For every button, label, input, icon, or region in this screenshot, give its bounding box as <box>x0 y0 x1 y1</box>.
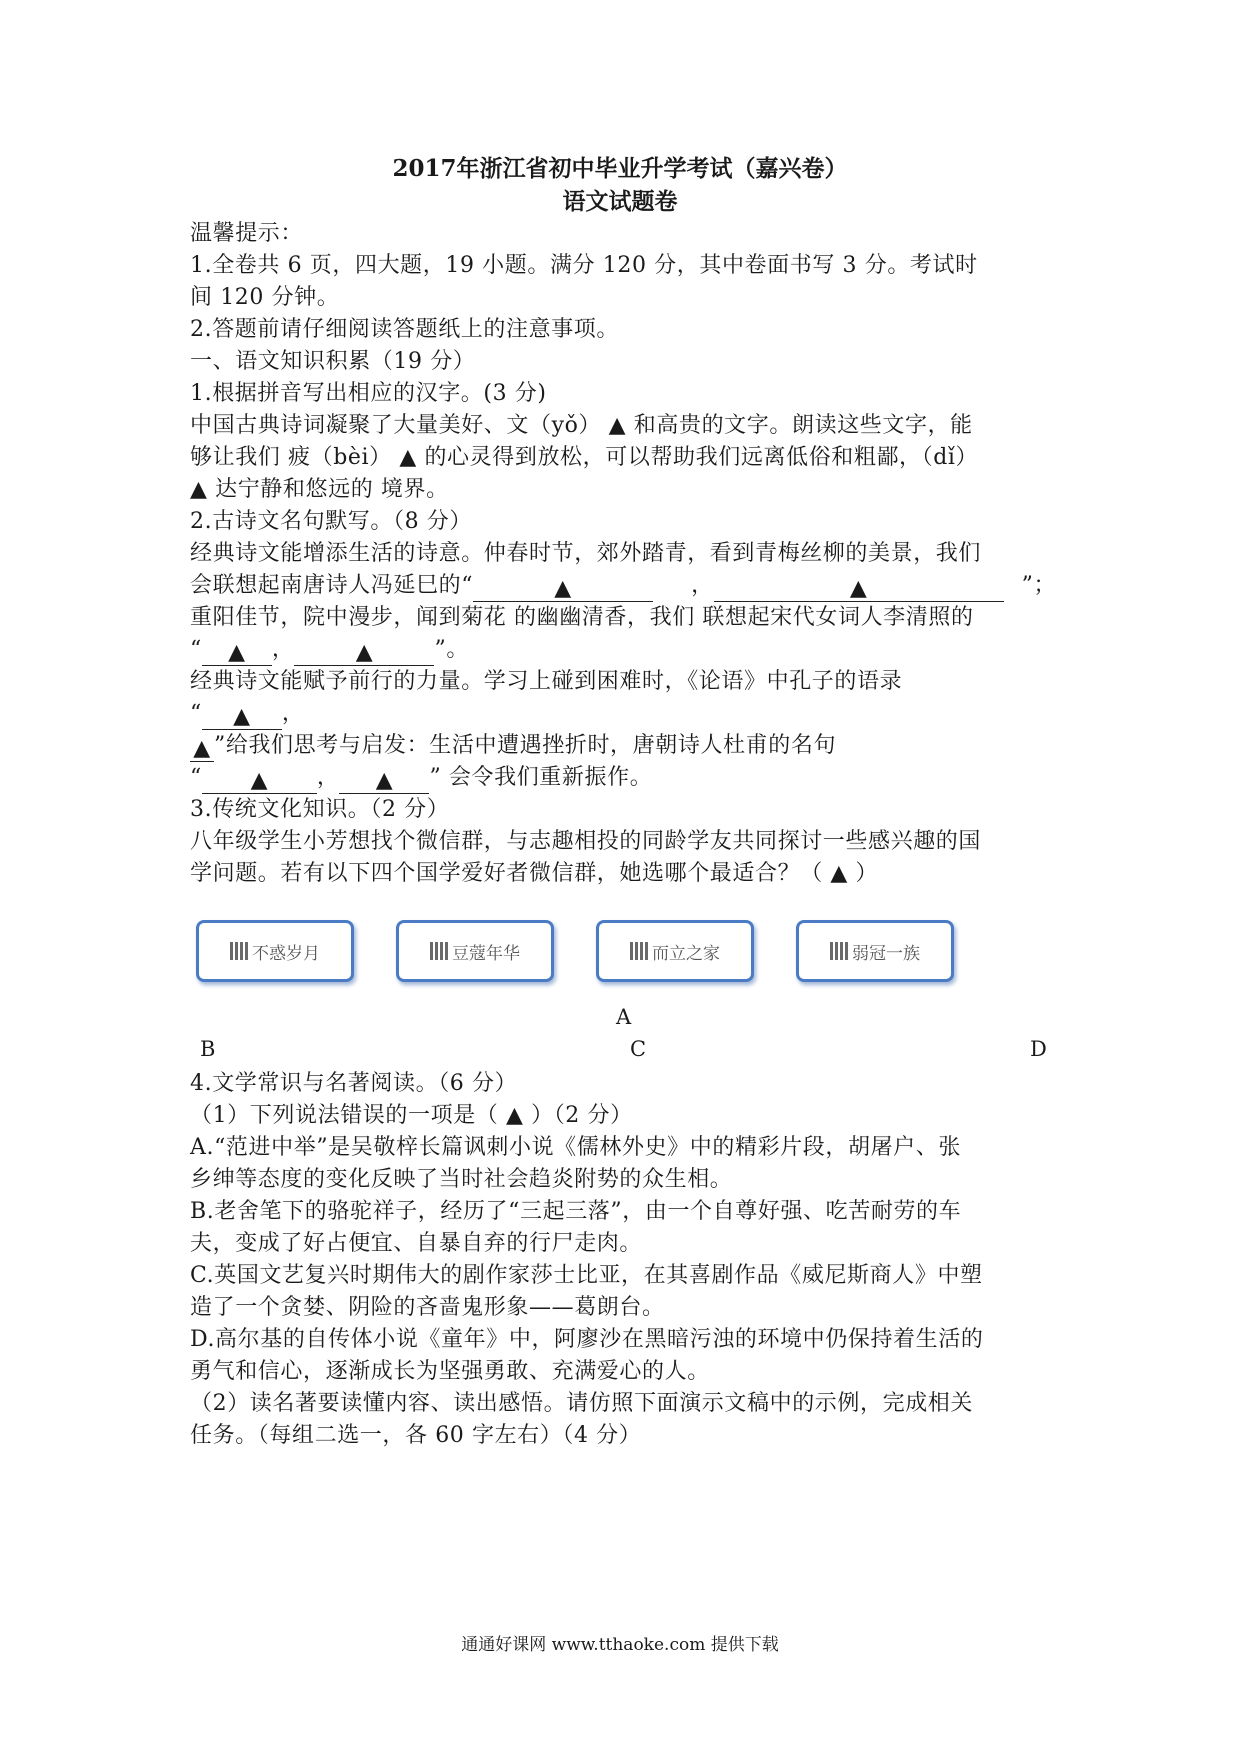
text-segment: “ <box>190 637 202 662</box>
option-chip-bu-huo[interactable] <box>196 920 354 982</box>
option-label: 豆蔻年华 <box>452 943 520 964</box>
text-segment: ， <box>271 637 295 662</box>
option-letter-d: D <box>1030 1037 1047 1061</box>
answer-blank[interactable] <box>202 701 282 730</box>
triangle-marker: ▲ <box>375 768 394 793</box>
section-heading: 一、语文知识积累（19 分） <box>190 349 476 374</box>
text-segment: ”给我们思考与启发：生活中遭遇挫折时，唐朝诗人杜甫的名句 <box>214 733 837 758</box>
text-line: 经典诗文能增添生活的诗意。仲春时节，郊外踏青，看到青梅丝柳的美景，我们 <box>190 541 982 566</box>
qr-code-icon <box>230 942 248 960</box>
qr-code-icon <box>430 942 448 960</box>
text-segment: ”。 <box>434 637 469 662</box>
text-line: 间 120 分钟。 <box>190 285 340 310</box>
qr-code-icon <box>830 942 848 960</box>
choice-d: D.高尔基的自传体小说《童年》中，阿廖沙在黑暗污浊的环境中仍保持着生活的 <box>190 1327 984 1352</box>
text-line: 2.答题前请仔细阅读答题纸上的注意事项。 <box>190 317 619 342</box>
page-footer: 通通好课网 www.tthaoke.com 提供下载 <box>461 1635 779 1655</box>
text-segment: ” 会令我们重新振作。 <box>429 765 653 790</box>
exam-subtitle: 语文试题卷 <box>562 188 678 215</box>
text-line: 八年级学生小芳想找个微信群，与志趣相投的同龄学友共同探讨一些感兴趣的国 <box>190 829 982 854</box>
triangle-marker: ▲ <box>193 736 211 761</box>
text-line: 夫，变成了好占便宜、自暴自弃的行尸走肉。 <box>190 1231 643 1256</box>
option-label: 弱冠一族 <box>852 943 920 964</box>
option-chip-ruo-guan[interactable] <box>796 920 954 982</box>
answer-blank[interactable] <box>294 637 434 666</box>
text-segment: ， <box>281 701 305 726</box>
text-line: 够让我们 疲（bèi） ▲ 的心灵得到放松，可以帮助我们远离低俗和粗鄙，（dǐ） <box>190 445 979 470</box>
text-line: 勇气和信心，逐渐成长为坚强勇敢、充满爱心的人。 <box>190 1359 710 1384</box>
text-line: 温馨提示： <box>190 221 304 246</box>
option-label: 而立之家 <box>652 943 720 964</box>
choice-a: A.“范进中举”是吴敬梓长篇讽刺小说《儒林外史》中的精彩片段，胡屠户、张 <box>190 1135 961 1160</box>
text-line: ▲ 达宁静和悠远的 境界。 <box>190 477 449 502</box>
answer-blank[interactable] <box>339 765 429 794</box>
text-line: 学问题。若有以下四个国学爱好者微信群，她选哪个最适合？（ ▲ ） <box>190 861 879 886</box>
fill-blank-line <box>190 730 1060 762</box>
qr-code-icon <box>630 942 648 960</box>
text-segment: ， <box>691 573 714 598</box>
fill-blank-line <box>190 634 1060 666</box>
text-segment: “ <box>190 765 202 790</box>
triangle-marker: ▲ <box>233 704 251 729</box>
exam-title: 2017年浙江省初中毕业升学考试（嘉兴卷） <box>392 155 848 182</box>
triangle-marker: ▲ <box>849 576 868 601</box>
text-segment: 会联想起南唐诗人冯延巳的“ <box>190 573 474 598</box>
answer-blank[interactable] <box>202 765 317 794</box>
triangle-marker: ▲ <box>228 640 246 665</box>
option-letter-a: A <box>616 1005 632 1029</box>
answer-blank[interactable] <box>473 573 653 602</box>
option-letter-b: B <box>200 1037 216 1061</box>
text-line: 1.全卷共 6 页，四大题，19 小题。满分 120 分，其中卷面书写 3 分。考试时 <box>190 253 978 278</box>
answer-blank[interactable] <box>202 637 272 666</box>
text-line: 乡绅等态度的变化反映了当时社会趋炎附势的众生相。 <box>190 1167 733 1192</box>
text-line: 造了一个贪婪、阴险的吝啬鬼形象——葛朗台。 <box>190 1295 665 1320</box>
choice-c: C.英国文艺复兴时期伟大的剧作家莎士比亚，在其喜剧作品《威尼斯商人》中塑 <box>190 1263 983 1288</box>
text-line: 任务。（每组二选一，各 60 字左右）（4 分） <box>190 1423 642 1448</box>
option-chip-er-li[interactable] <box>596 920 754 982</box>
text-line: 经典诗文能赋予前行的力量。学习上碰到困难时，《论语》中孔子的语录 <box>190 669 903 694</box>
question-heading: 4.文学常识与名著阅读。（6 分） <box>190 1071 518 1096</box>
choice-b: B.老舍笔下的骆驼祥子，经历了“三起三落”，由一个自尊好强、吃苦耐劳的车 <box>190 1199 962 1224</box>
triangle-marker: ▲ <box>554 576 572 601</box>
wechat-group-options <box>0 920 1240 990</box>
text-line: 重阳佳节，院中漫步，闻到菊花 的幽幽清香，我们 联想起宋代女词人李清照的 <box>190 605 974 630</box>
text-segment: ”； <box>1021 573 1057 598</box>
answer-blank[interactable] <box>190 733 214 762</box>
option-chip-dou-kou[interactable] <box>396 920 554 982</box>
fill-blank-line <box>190 762 1060 794</box>
text-line: 中国古典诗词凝聚了大量美好、文（yǒ） ▲ 和高贵的文字。朗读这些文字，能 <box>190 413 973 438</box>
question-heading: 2.古诗文名句默写。（8 分） <box>190 509 472 534</box>
triangle-marker: ▲ <box>355 640 374 665</box>
triangle-marker: ▲ <box>250 768 269 793</box>
text-line: （2）读名著要读懂内容、读出感悟。请仿照下面演示文稿中的示例，完成相关 <box>190 1391 973 1416</box>
fill-blank-line <box>190 570 1060 602</box>
fill-blank-line <box>190 698 1060 730</box>
option-label: 不惑岁月 <box>252 943 320 964</box>
question-heading: 1.根据拼音写出相应的汉字。(3 分) <box>190 381 547 406</box>
text-segment: “ <box>190 701 202 726</box>
text-line: （1）下列说法错误的一项是（ ▲ ）（2 分） <box>190 1103 633 1128</box>
question-heading: 3.传统文化知识。（2 分） <box>190 797 450 822</box>
answer-blank[interactable] <box>714 573 1004 602</box>
option-letter-c: C <box>630 1037 647 1061</box>
text-segment: ， <box>316 765 340 790</box>
